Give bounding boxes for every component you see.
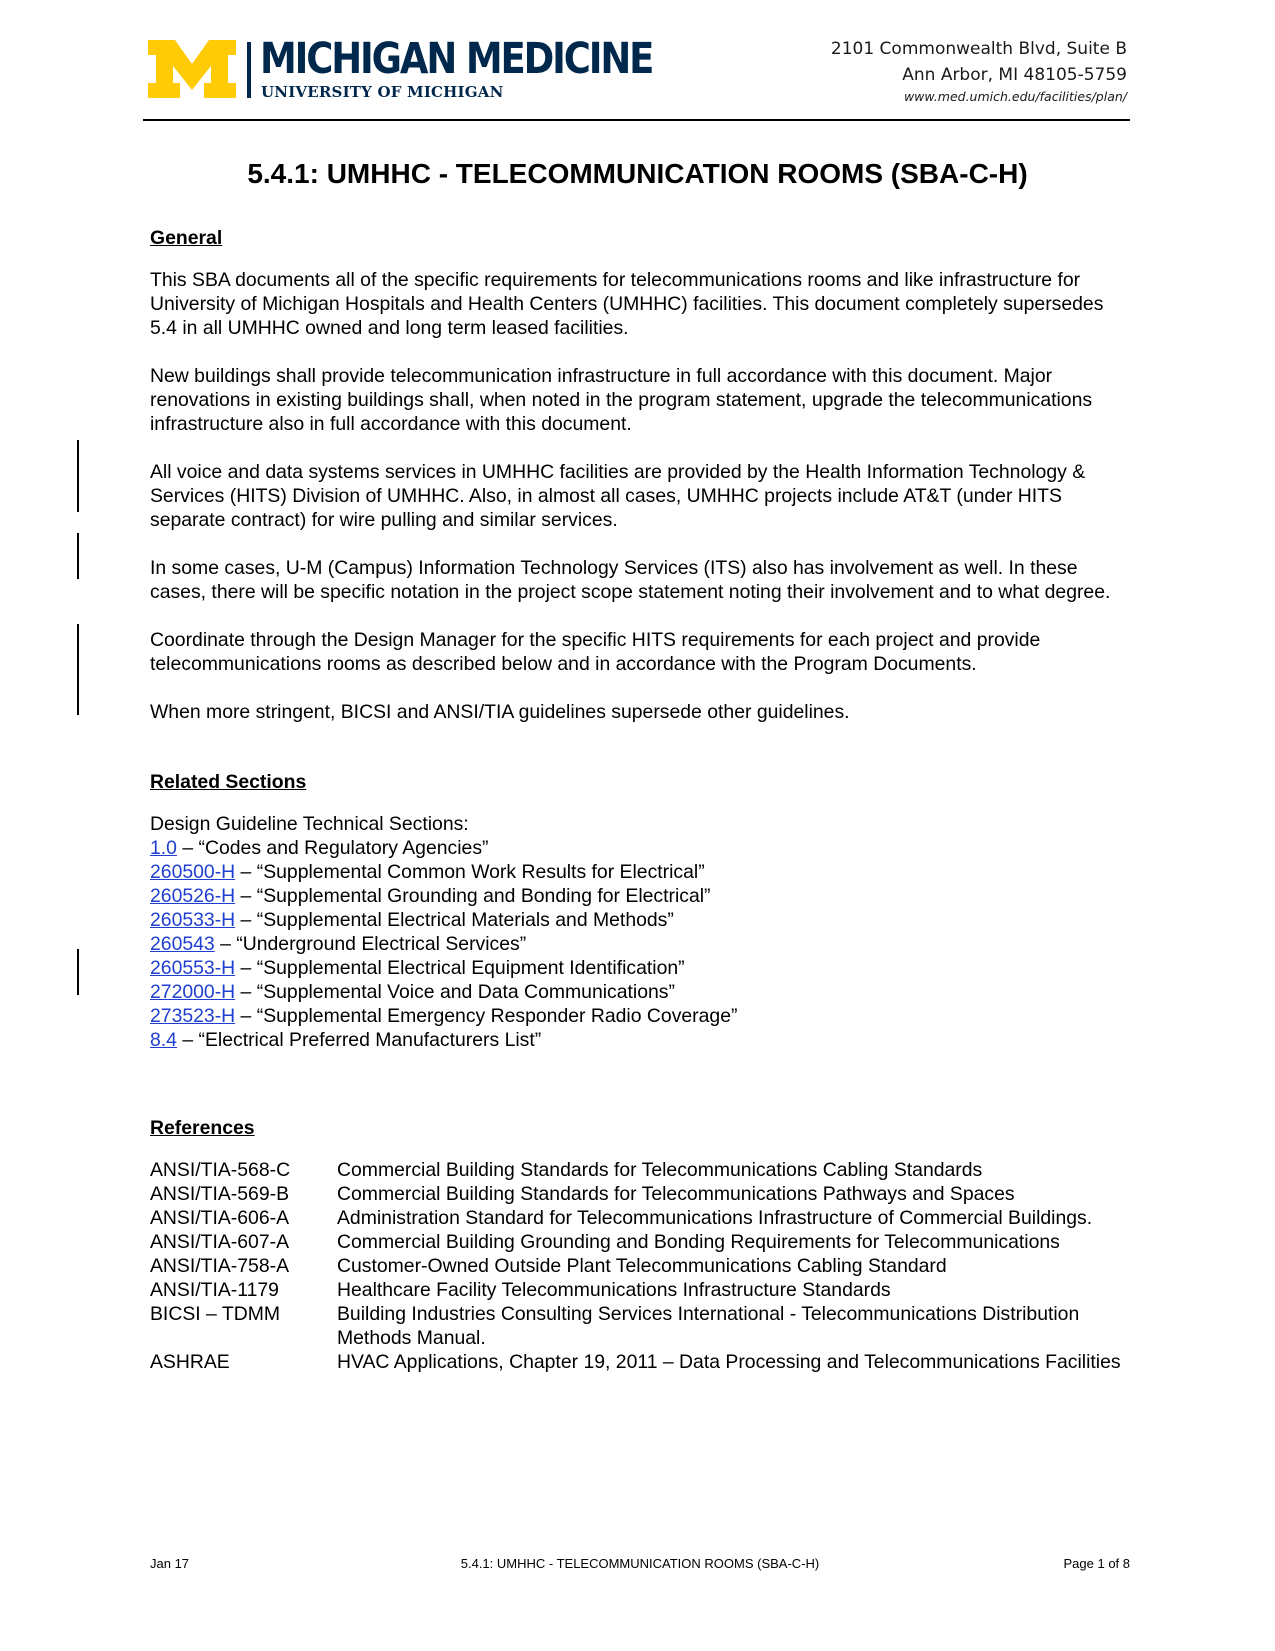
- related-section-item: [150, 932, 1135, 956]
- section-title: – “Supplemental Electrical Equipment Identification”: [235, 957, 685, 979]
- block-m-icon: [148, 40, 236, 98]
- section-title: – “Supplemental Voice and Data Communications”: [235, 981, 675, 1003]
- website-link[interactable]: www.med.umich.edu/facilities/plan/: [903, 89, 1127, 104]
- general-paragraph: This SBA documents all of the specific requirements for telecommunications rooms and like infrastructure for University of Michigan Hospitals and Health Centers (UMHHC) facilities. This document completely supersedes 5.4 in all UMHHC owned and long term leased facilities.: [150, 269, 1104, 339]
- section-link[interactable]: 8.4: [150, 1029, 177, 1051]
- footer-title: 5.4.1: UMHHC - TELECOMMUNICATION ROOMS (SBA-C-H): [460, 1556, 820, 1571]
- section-title: – “Codes and Regulatory Agencies”: [176, 837, 489, 859]
- related-sections-heading: Related Sections: [150, 771, 307, 793]
- references-heading: References: [150, 1117, 255, 1139]
- section-link[interactable]: 260553-H: [150, 957, 236, 979]
- related-section-item: [150, 1004, 1135, 1028]
- page-number: Page 1 of 8: [1063, 1556, 1130, 1571]
- reference-code: ANSI/TIA-607-A: [150, 1231, 290, 1253]
- document-body: [150, 226, 1135, 1374]
- reference-code: ANSI/TIA-568-C: [150, 1159, 291, 1181]
- logo-subtitle: UNIVERSITY OF MICHIGAN: [261, 83, 504, 101]
- reference-item: [150, 1206, 1135, 1230]
- references-section: [150, 1116, 1135, 1374]
- reference-description: Customer-Owned Outside Plant Telecommunications Cabling Standard: [337, 1255, 947, 1277]
- reference-item: [150, 1350, 1135, 1374]
- section-title: – “Supplemental Emergency Responder Radio Coverage”: [235, 1005, 738, 1027]
- related-section-item: [150, 884, 1135, 908]
- related-sections-list: [150, 812, 1135, 1052]
- related-section-item: [150, 908, 1135, 932]
- related-intro: Design Guideline Technical Sections:: [150, 813, 469, 835]
- address-line-1: 2101 Commonwealth Blvd, Suite B: [830, 39, 1127, 59]
- section-title: – “Supplemental Grounding and Bonding for Electrical”: [235, 885, 711, 907]
- reference-item: [150, 1254, 1135, 1278]
- general-paragraph: All voice and data systems services in UMHHC facilities are provided by the Health Information Technology & Services (HITS) Division of UMHHC. Also, in almost all cases, UMHHC projects include AT&T (under HITS separate contract) for wire pulling and similar services.: [150, 461, 1086, 531]
- general-paragraph: When more stringent, BICSI and ANSI/TIA guidelines supersede other guidelines.: [150, 701, 850, 723]
- section-link[interactable]: 273523-H: [150, 1005, 236, 1027]
- general-heading: General: [150, 227, 223, 249]
- section-link[interactable]: 260533-H: [150, 909, 236, 931]
- general-paragraph: In some cases, U-M (Campus) Information Technology Services (ITS) also has involvement as well. In these cases, there will be specific notation in the project scope statement noting their involvement and to what degree.: [150, 557, 1111, 603]
- section-link[interactable]: 272000-H: [150, 981, 236, 1003]
- reference-item: [150, 1182, 1135, 1206]
- related-section-item: [150, 836, 1135, 860]
- revision-bar: [77, 533, 79, 579]
- section-title: – “Supplemental Electrical Materials and Methods”: [235, 909, 674, 931]
- reference-item: [150, 1278, 1135, 1302]
- reference-item: [150, 1158, 1135, 1182]
- section-title: – “Electrical Preferred Manufacturers List”: [176, 1029, 542, 1051]
- reference-description: Commercial Building Grounding and Bonding Requirements for Telecommunications: [337, 1231, 1060, 1253]
- reference-item: [150, 1230, 1135, 1254]
- section-link[interactable]: 260526-H: [150, 885, 236, 907]
- related-section-item: [150, 956, 1135, 980]
- related-section-item: [150, 1028, 1135, 1052]
- address-block: [831, 36, 1127, 106]
- reference-item: [150, 1302, 1135, 1350]
- general-paragraph: New buildings shall provide telecommunication infrastructure in full accordance with this document. Major renovations in existing buildings shall, when noted in the program statement, upgrade the telecommunications infrastructure also in full accordance with this document.: [150, 365, 1093, 435]
- revision-bar: [77, 440, 79, 512]
- reference-description: Commercial Building Standards for Telecommunications Cabling Standards: [337, 1159, 983, 1181]
- logo-title: MICHIGAN MEDICINE: [260, 34, 653, 84]
- reference-code: ANSI/TIA-758-A: [150, 1255, 290, 1277]
- reference-description: Building Industries Consulting Services International - Telecommunications Distribution Methods Manual.: [337, 1303, 1080, 1349]
- reference-description: Administration Standard for Telecommunications Infrastructure of Commercial Buildings.: [337, 1207, 1093, 1229]
- revision-bar: [77, 624, 79, 715]
- related-section-item: [150, 860, 1135, 884]
- section-title: – “Underground Electrical Services”: [214, 933, 527, 955]
- reference-code: ANSI/TIA-606-A: [150, 1207, 290, 1229]
- reference-description: Commercial Building Standards for Telecommunications Pathways and Spaces: [337, 1183, 1015, 1205]
- revision-bar: [77, 949, 79, 995]
- reference-code: ANSI/TIA-1179: [150, 1279, 279, 1301]
- footer-date: Jan 17: [150, 1556, 190, 1571]
- section-link[interactable]: 260500-H: [150, 861, 236, 883]
- reference-code: ANSI/TIA-569-B: [150, 1183, 290, 1205]
- section-link[interactable]: 260543: [150, 933, 215, 955]
- logo-divider: [247, 42, 251, 98]
- document-title: 5.4.1: UMHHC - TELECOMMUNICATION ROOMS (SBA-C-H): [247, 158, 1028, 189]
- section-link[interactable]: 1.0: [150, 837, 177, 859]
- reference-code: BICSI – TDMM: [150, 1303, 281, 1325]
- reference-description: HVAC Applications, Chapter 19, 2011 – Data Processing and Telecommunications Facilities: [337, 1351, 1121, 1373]
- reference-code: ASHRAE: [150, 1351, 230, 1373]
- related-section-item: [150, 980, 1135, 1004]
- general-paragraph: Coordinate through the Design Manager for the specific HITS requirements for each project and provide telecommunications rooms as described below and in accordance with the Program Documents.: [150, 629, 1041, 675]
- header-divider: [143, 119, 1130, 121]
- section-title: – “Supplemental Common Work Results for Electrical”: [235, 861, 705, 883]
- reference-description: Healthcare Facility Telecommunications Infrastructure Standards: [337, 1279, 891, 1301]
- address-line-2: Ann Arbor, MI 48105-5759: [902, 65, 1127, 85]
